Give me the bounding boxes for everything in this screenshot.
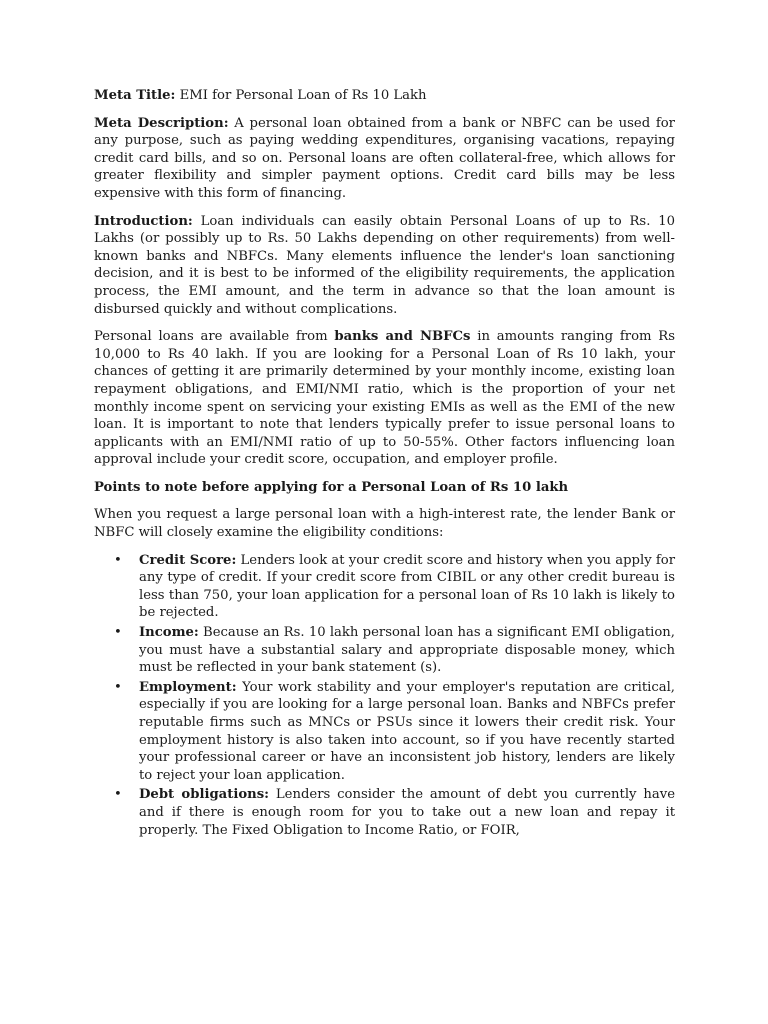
introduction [94,213,675,319]
debt-obligations-text: Lenders consider the amount of debt you currently have and if there is enough room for you to take out a new loan and repay it properly. The Fixed Obligation to Income Ratio, or FOIR, [139,787,675,838]
credit-score-text: Lenders look at your credit score and history when you apply for any type of credit. If your credit score from CIBIL or any other credit bureau is less than 750, your loan application for a personal loan of Rs 10 lakh is likely to be rejected. [139,552,675,621]
meta-title-label: Meta Title: [94,88,176,103]
list-item-credit-score [94,552,675,622]
income-label: Income: [139,625,199,641]
list-item-employment [94,679,675,785]
banks-nbfcs-emphasis: banks and NBFCs [334,329,471,345]
debt-obligations-label: Debt obligations: [139,787,270,803]
introduction-label: Introduction: [94,213,193,229]
list-item-income [94,624,675,677]
bullet-icon: • [114,679,122,695]
points-heading: Points to note before applying for a Personal Loan of Rs 10 lakh [94,479,569,495]
credit-score-label: Credit Score: [139,552,237,568]
personal-loans-text-after: in amounts ranging from Rs 10,000 to Rs 40 lakh. If you are looking for a Personal Loan of Rs 10 lakh, your chances of getting it are primarily determined by your monthly income, existing loan repayment obligations, and EMI/NMI ratio, which is the proportion of your net monthly income spent on servicing your existing EMIs as well as the EMI of the new loan. It is important to note that lenders typically prefer to issue personal loans to applicants with an EMI/NMI ratio of up to 50-55%. Other factors influencing loan approval include your credit score, occupation, and employer profile. [94,329,675,468]
meta-description-label: Meta Description: [94,115,229,131]
bullet-icon: • [114,552,122,568]
bullet-icon: • [114,787,122,803]
meta-title [94,87,675,105]
meta-title-text: EMI for Personal Loan of Rs 10 Lakh [175,88,427,103]
income-text: Because an Rs. 10 lakh personal loan has a significant EMI obligation, you must have a substantial salary and appropriate disposable money, which must be reflected in your bank statement (s). [139,625,675,676]
introduction-text: Loan individuals can easily obtain Personal Loans of up to Rs. 10 Lakhs (or possibly up to Rs. 50 Lakhs depending on other requirements) from well-known banks and NBFCs. Many elements influence the lender's loan sanctioning decision, and it is best to be informed of the eligibility requirements, the application process, the EMI amount, and the term in advance so that the loan amount is disbursed quickly and without complications. [94,213,675,317]
personal-loans-text-before: Personal loans are available from [94,329,335,345]
employment-label: Employment: [139,679,237,695]
list-item-debt-obligations [94,786,675,839]
bullet-icon: • [114,625,122,641]
points-intro: When you request a large personal loan with a high-interest rate, the lender Bank or NBFC will closely examine the eligibility conditions: [94,507,675,541]
meta-description-text: A personal loan obtained from a bank or NBFC can be used for any purpose, such as paying wedding expenditures, organising vacations, repaying credit card bills, and so on. Personal loans are often collateral-free, which allows for greater flexibility and simpler payment options. Credit card bills may be less expensive with this form of financing. [94,115,675,201]
eligibility-list [94,552,675,840]
meta-description [94,115,675,203]
document-page [94,87,675,841]
personal-loans-paragraph [94,328,675,469]
employment-text: Your work stability and your employer's reputation are critical, especially if you are looking for a large personal loan. Banks and NBFCs prefer reputable firms such as MNCs or PSUs since it lowers their credit risk. Your employment history is also taken into account, so if you have recently started your professional career or have an inconsistent job history, lenders are likely to reject your loan application. [139,679,675,783]
